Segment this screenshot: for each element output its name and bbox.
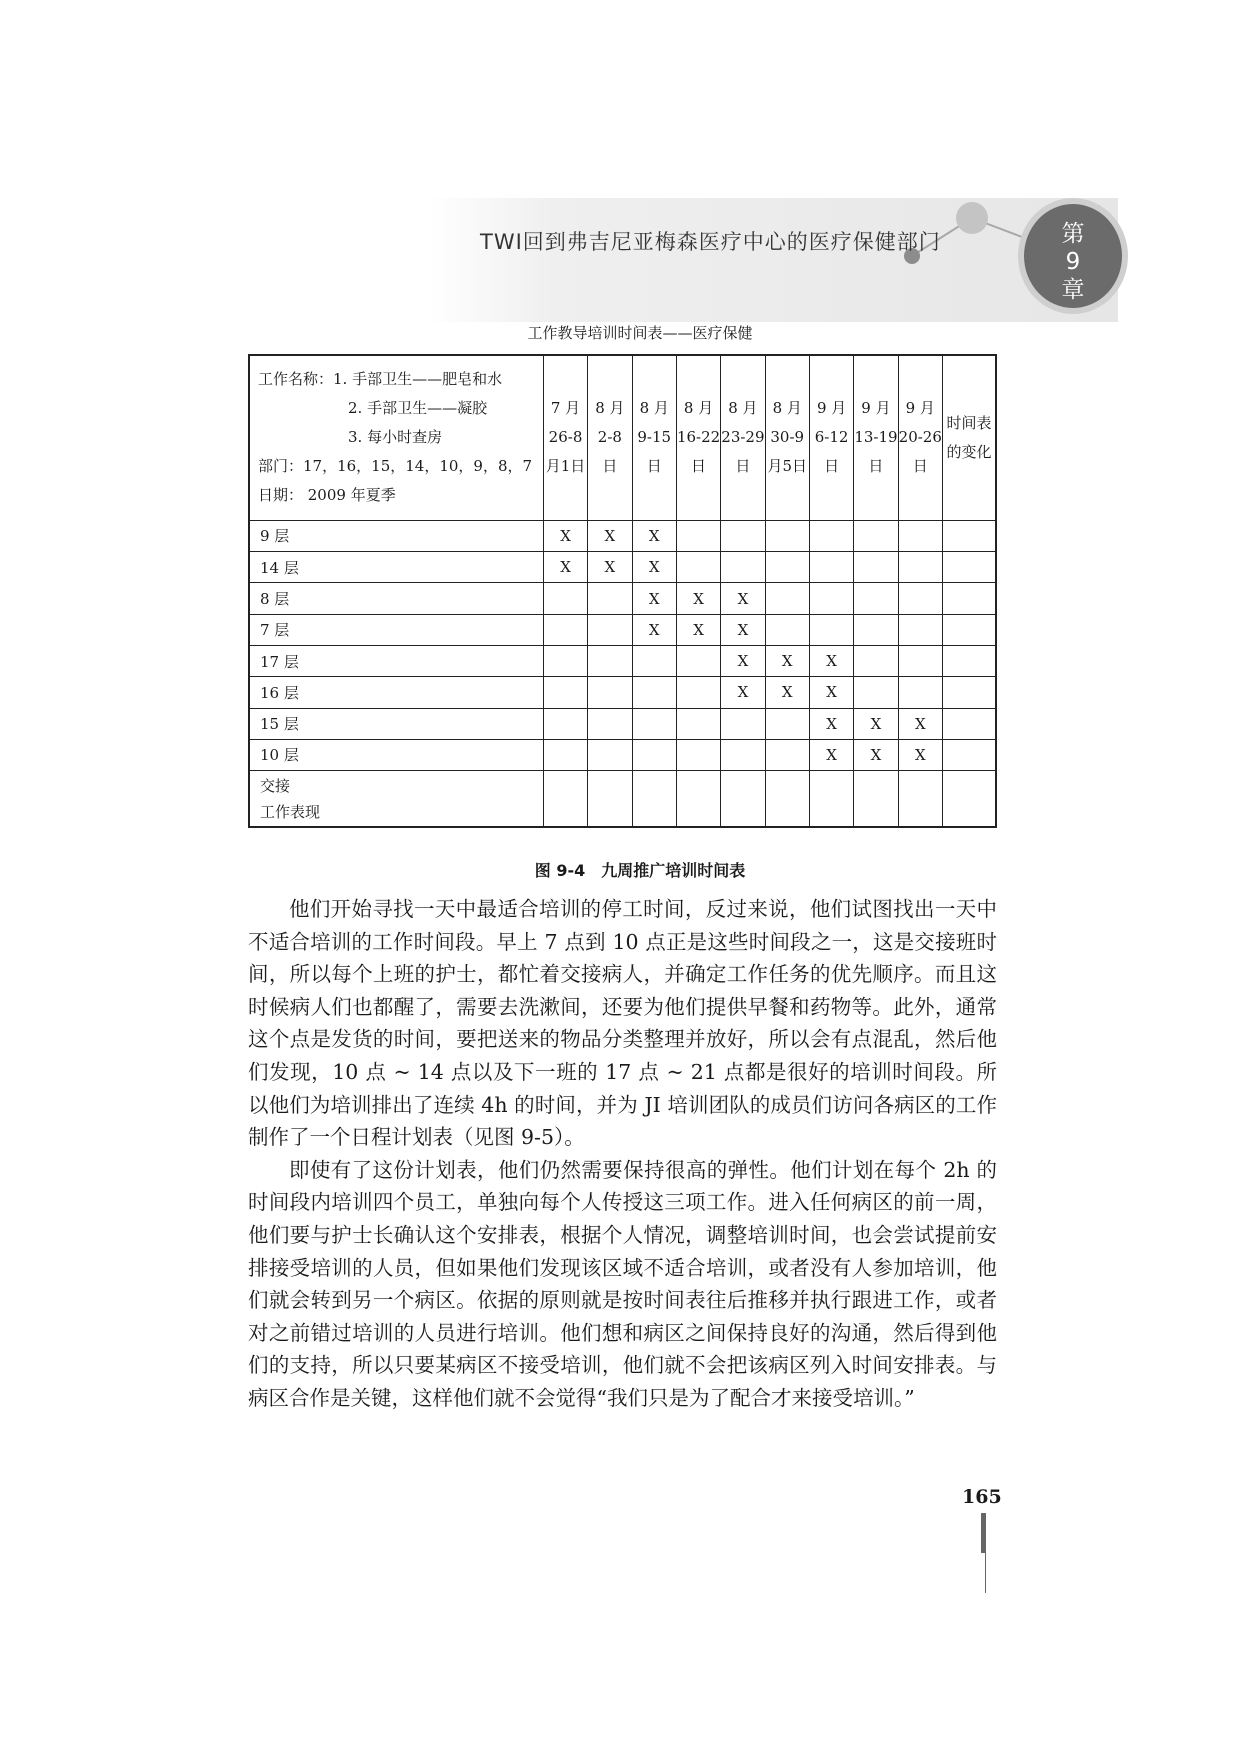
empty-cell [676, 677, 720, 708]
header-title: TWI回到弗吉尼亚梅森医疗中心的医疗保健部门 [480, 230, 941, 254]
empty-cell [854, 771, 898, 827]
week-header-line: 日 [646, 457, 662, 476]
handover-label-line: 工作表现 [260, 802, 321, 821]
week-column-header [543, 355, 587, 520]
empty-cell [676, 739, 720, 770]
table-row [249, 739, 996, 770]
week-header-line: 9 月 [816, 399, 847, 418]
empty-cell [942, 583, 996, 614]
training-mark-cell: X [632, 583, 676, 614]
empty-cell [898, 677, 942, 708]
training-mark-cell: X [632, 614, 676, 645]
empty-cell [942, 520, 996, 551]
training-mark-cell: X [676, 583, 720, 614]
empty-cell [721, 739, 765, 770]
paragraph-2: 即使有了这份计划表，他们仍然需要保持很高的弹性。他们计划在每个 2h 的时间段内培训四个员工，单独向每个人传授这三项工作。进入任何病区的前一周，他们要与护士长确认这个安排表，根据个人情况，调整培训时间，也会尝试提前安排接受培训的人员，但如果他们发现该区域不适合培训，或者没有人参加培训，他们就会转到另一个病区。依据的原则就是按时间表往后推移并执行跟进工作，或者对之前错过培训的人员进行培训。他们想和病区之间保持良好的沟通，然后得到他们的支持，所以只要某病区不接受培训，他们就不会把该病区列入时间安排表。与病区合作是关键，这样他们就不会觉得“我们只是为了配合才来接受培训。” [248, 1157, 997, 1410]
empty-cell [676, 552, 720, 583]
floor-label: 9 层 [249, 520, 543, 551]
training-mark-cell: X [854, 739, 898, 770]
week-header-line: 日 [602, 457, 618, 476]
empty-cell [543, 677, 587, 708]
empty-cell [942, 677, 996, 708]
schedule-change-column-header [942, 355, 996, 520]
empty-cell [942, 614, 996, 645]
table-row [249, 677, 996, 708]
header-info-cell [249, 355, 543, 520]
empty-cell [765, 520, 809, 551]
week-header-line: 日 [735, 457, 751, 476]
week-header-line: 日 [691, 457, 707, 476]
empty-cell [898, 552, 942, 583]
training-mark-cell: X [632, 520, 676, 551]
training-mark-cell: X [765, 645, 809, 676]
empty-cell [543, 708, 587, 739]
handover-label [249, 771, 543, 827]
empty-cell [588, 708, 632, 739]
chapter-label-1: 第 [1061, 221, 1085, 247]
header-line-dept: 部门：17，16，15，14，10，9，8，7 [258, 457, 533, 476]
table-row [249, 583, 996, 614]
empty-cell [942, 645, 996, 676]
empty-cell [854, 552, 898, 583]
empty-cell [765, 708, 809, 739]
empty-cell [588, 677, 632, 708]
empty-cell [809, 614, 853, 645]
training-mark-cell: X [588, 520, 632, 551]
week-column-header [898, 355, 942, 520]
week-header-line: 8 月 [595, 399, 625, 418]
training-mark-cell: X [632, 552, 676, 583]
week-header-line: 月5日 [767, 457, 808, 476]
chapter-label-2: 章 [1061, 277, 1085, 303]
empty-cell [809, 520, 853, 551]
floor-label: 14 层 [249, 552, 543, 583]
week-header-line: 日 [912, 457, 928, 476]
week-column-header [676, 355, 720, 520]
empty-cell [543, 645, 587, 676]
empty-cell [765, 552, 809, 583]
training-mark-cell: X [676, 614, 720, 645]
table-row-handover [249, 771, 996, 827]
table-row [249, 520, 996, 551]
empty-cell [854, 520, 898, 551]
empty-cell [632, 708, 676, 739]
empty-cell [676, 645, 720, 676]
floor-label: 16 层 [249, 677, 543, 708]
empty-cell [942, 739, 996, 770]
chapter-badge [1018, 198, 1128, 314]
week-column-header [854, 355, 898, 520]
week-header-line: 7 月 [550, 399, 581, 418]
training-mark-cell: X [721, 583, 765, 614]
deco-circle-large [956, 202, 988, 234]
week-header-line: 20-26 [898, 428, 942, 447]
week-header-line: 日 [824, 457, 840, 476]
week-column-header [721, 355, 765, 520]
empty-cell [676, 771, 720, 827]
empty-cell [765, 771, 809, 827]
week-header-line: 23-29 [721, 428, 765, 447]
training-mark-cell: X [543, 520, 587, 551]
week-header-line: 2-8 [597, 428, 622, 447]
week-header-line: 8 月 [772, 399, 802, 418]
header-line-job1: 工作名称：1. 手部卫生——肥皂和水 [258, 370, 503, 389]
empty-cell [898, 520, 942, 551]
empty-cell [676, 520, 720, 551]
table-row [249, 614, 996, 645]
training-mark-cell: X [543, 552, 587, 583]
empty-cell [543, 739, 587, 770]
page-marker-line [985, 1553, 986, 1593]
table-row [249, 552, 996, 583]
empty-cell [854, 645, 898, 676]
empty-cell [588, 645, 632, 676]
week-header-line: 16-22 [676, 428, 721, 447]
empty-cell [721, 771, 765, 827]
empty-cell [632, 771, 676, 827]
empty-cell [543, 583, 587, 614]
empty-cell [809, 583, 853, 614]
header-line-job2: 2. 手部卫生——凝胶 [348, 399, 488, 418]
week-header-line: 9-15 [637, 428, 672, 447]
empty-cell [809, 552, 853, 583]
empty-cell [588, 614, 632, 645]
table-caption: 工作教导培训时间表——医疗保健 [527, 324, 753, 342]
empty-cell [898, 583, 942, 614]
training-mark-cell: X [588, 552, 632, 583]
empty-cell [588, 771, 632, 827]
empty-cell [898, 645, 942, 676]
empty-cell [632, 739, 676, 770]
training-mark-cell: X [721, 614, 765, 645]
header-line-date: 日期： 2009 年夏季 [258, 486, 396, 505]
empty-cell [898, 614, 942, 645]
week-column-header [588, 355, 632, 520]
empty-cell [765, 739, 809, 770]
empty-cell [942, 771, 996, 827]
empty-cell [721, 708, 765, 739]
figure-caption: 图 9-4 九周推广培训时间表 [534, 861, 746, 880]
training-mark-cell: X [809, 708, 853, 739]
week-header-line: 日 [868, 457, 884, 476]
week-header-line: 8 月 [639, 399, 669, 418]
week-header-line: 9 月 [905, 399, 935, 418]
training-mark-cell: X [854, 708, 898, 739]
empty-cell [588, 739, 632, 770]
training-schedule-table [248, 354, 997, 828]
empty-cell [543, 771, 587, 827]
week-header-line: 13-19 [854, 428, 898, 447]
floor-label: 15 层 [249, 708, 543, 739]
empty-cell [676, 708, 720, 739]
change-header-line: 时间表 [946, 413, 992, 432]
week-column-header [765, 355, 809, 520]
empty-cell [765, 614, 809, 645]
table-row [249, 708, 996, 739]
training-mark-cell: X [898, 708, 942, 739]
page-number: 165 [962, 1486, 1002, 1508]
empty-cell [632, 677, 676, 708]
week-column-header [809, 355, 853, 520]
floor-label: 7 层 [249, 614, 543, 645]
week-column-header [632, 355, 676, 520]
training-mark-cell: X [809, 645, 853, 676]
change-header-line: 的变化 [946, 442, 992, 461]
paragraph-1: 他们开始寻找一天中最适合培训的停工时间，反过来说，他们试图找出一天中不适合培训的工作时间段。早上 7 点到 10 点正是这些时间段之一，这是交接班时间，所以每个上班的护士，都忙着交接病人，并确定工作任务的优先顺序。而且这时候病人们也都醒了，需要去洗漱间，还要为他们提供早餐和药物等。此外，通常这个点是发货的时间，要把送来的物品分类整理并放好，所以会有点混乱，然后他们发现，10 点 ~ 14 点以及下一班的 17 点 ~ 21 点都是很好的培训时间段。所以他们为培训排出了连续 4h 的时间，并为 JI 培训团队的成员们访问各病区的工作制作了一个日程计划表（见图 9-5）。 [248, 897, 997, 1150]
empty-cell [898, 771, 942, 827]
training-mark-cell: X [721, 645, 765, 676]
empty-cell [942, 552, 996, 583]
empty-cell [854, 614, 898, 645]
page-marker-bar [981, 1513, 986, 1553]
empty-cell [854, 583, 898, 614]
week-header-line: 9 月 [861, 399, 891, 418]
training-mark-cell: X [809, 677, 853, 708]
floor-label: 10 层 [249, 739, 543, 770]
week-header-line: 26-8 [548, 428, 583, 447]
floor-label: 17 层 [249, 645, 543, 676]
week-header-line: 8 月 [728, 399, 758, 418]
empty-cell [942, 708, 996, 739]
empty-cell [543, 614, 587, 645]
header-line-job3: 3. 每小时查房 [348, 428, 443, 447]
training-mark-cell: X [898, 739, 942, 770]
empty-cell [721, 520, 765, 551]
week-header-line: 30-9 [770, 428, 805, 447]
training-mark-cell: X [765, 677, 809, 708]
training-mark-cell: X [809, 739, 853, 770]
empty-cell [809, 771, 853, 827]
empty-cell [721, 552, 765, 583]
empty-cell [765, 583, 809, 614]
handover-label-line: 交接 [260, 776, 291, 795]
body-text [248, 893, 997, 1415]
empty-cell [588, 583, 632, 614]
table-row [249, 645, 996, 676]
table-header-row [249, 355, 996, 520]
empty-cell [854, 677, 898, 708]
chapter-number: 9 [1065, 249, 1081, 275]
week-header-line: 8 月 [683, 399, 714, 418]
empty-cell [632, 645, 676, 676]
training-mark-cell: X [721, 677, 765, 708]
week-header-line: 月1日 [545, 457, 586, 476]
floor-label: 8 层 [249, 583, 543, 614]
week-header-line: 6-12 [814, 428, 849, 447]
